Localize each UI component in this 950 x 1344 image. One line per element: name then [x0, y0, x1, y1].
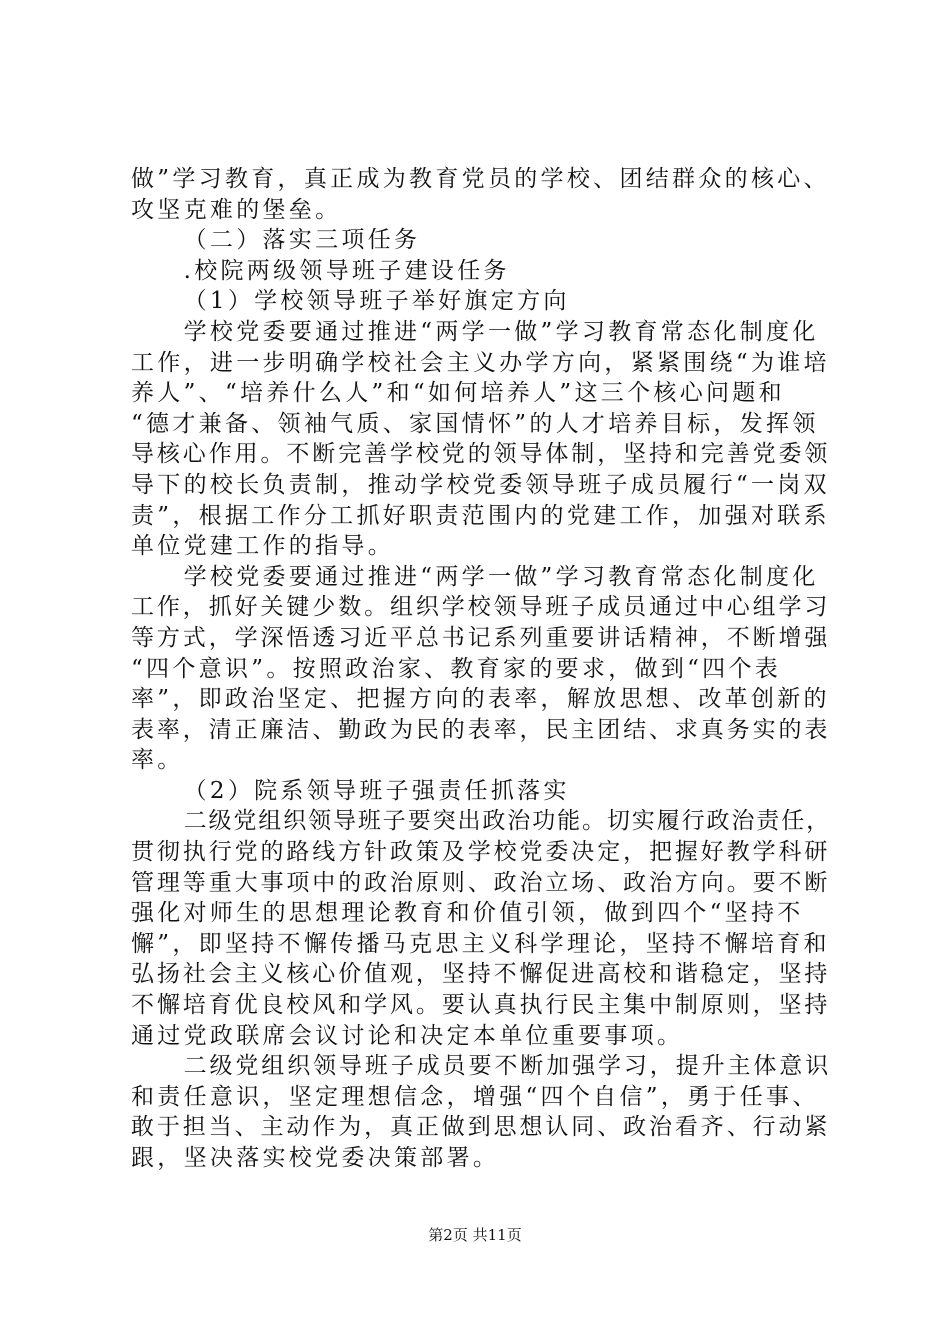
text-line: 学校党委要通过推进“两学一做”学习教育常态化制度化 — [183, 563, 819, 590]
text-line: 弘扬社会主义核心价值观，坚持不懈促进高校和谐稳定，坚持 — [131, 961, 831, 988]
document-body — [131, 164, 831, 1174]
text-line: “四个意识”。按照政治家、教育家的要求，做到“四个表 — [131, 655, 782, 682]
text-line: “德才兼备、领袖气质、家国情怀”的人才培养目标，发挥领 — [131, 410, 819, 437]
text-line: 管理等重大事项中的政治原则、政治立场、政治方向。要不断 — [131, 869, 831, 896]
text-line: 表率，清正廉洁、勤政为民的表率，民主团结、求真务实的表 — [131, 716, 831, 743]
text-line: 强化对师生的思想理论教育和价值引领，做到四个“坚持不 — [131, 900, 804, 927]
text-line: 导下的校长负责制，推动学校党委领导班子成员履行“一岗双 — [131, 471, 830, 498]
text-line: .校院两级领导班子建设任务 — [183, 257, 510, 284]
text-line: 工作，抓好关键少数。组织学校领导班子成员通过中心组学习 — [131, 594, 831, 621]
text-line: （二）落实三项任务 — [183, 227, 421, 254]
text-line: （1）学校领导班子举好旗定方向 — [183, 288, 570, 315]
page-footer: 第2页 共11页 — [428, 1226, 522, 1244]
text-line: 懈”，即坚持不懈传播马克思主义科学理论，坚持不懈培育和 — [131, 930, 830, 957]
text-line: 等方式，学深悟透习近平总书记系列重要讲话精神，不断增强 — [131, 624, 831, 651]
text-line: 二级党组织领导班子要突出政治功能。切实履行政治责任， — [183, 808, 831, 835]
text-line: 通过党政联席会议讨论和决定本单位重要事项。 — [131, 1022, 684, 1049]
text-line: （2）院系领导班子强责任抓落实 — [183, 777, 570, 804]
text-line: 导核心作用。不断完善学校党的领导体制，坚持和完善党委领 — [131, 441, 831, 468]
text-line: 贯彻执行党的路线方针政策及学校党委决定，把握好教学科研 — [131, 839, 831, 866]
text-line: 养人”、“培养什么人”和“如何培养人”这三个核心问题和 — [131, 380, 785, 407]
text-line: 敢于担当、主动作为，真正做到思想认同、政治看齐、行动紧 — [131, 1114, 831, 1141]
text-line: 责”，根据工作分工抓好职责范围内的党建工作，加强对联系 — [131, 502, 830, 529]
text-line: 跟，坚决落实校党委决策部署。 — [131, 1145, 500, 1171]
text-line: 攻坚克难的堡垒。 — [131, 196, 342, 223]
text-line: 学校党委要通过推进“两学一做”学习教育常态化制度化 — [183, 318, 819, 345]
text-line: 单位党建工作的指导。 — [131, 533, 394, 560]
text-line: 和责任意识，坚定理想信念，增强“四个自信”，勇于任事、 — [131, 1083, 819, 1110]
text-line: 率”，即政治坚定、把握方向的表率，解放思想、改革创新的 — [131, 686, 830, 713]
text-line: 做”学习教育，真正成为教育党员的学校、团结群众的核心、 — [131, 166, 830, 192]
text-line: 率。 — [131, 747, 184, 774]
text-line: 工作，进一步明确学校社会主义办学方向，紧紧围绕“为谁培 — [131, 349, 830, 376]
text-line: 二级党组织领导班子成员要不断加强学习，提升主体意识 — [183, 1053, 832, 1080]
text-line: 不懈培育优良校风和学风。要认真执行民主集中制原则，坚持 — [131, 992, 831, 1019]
